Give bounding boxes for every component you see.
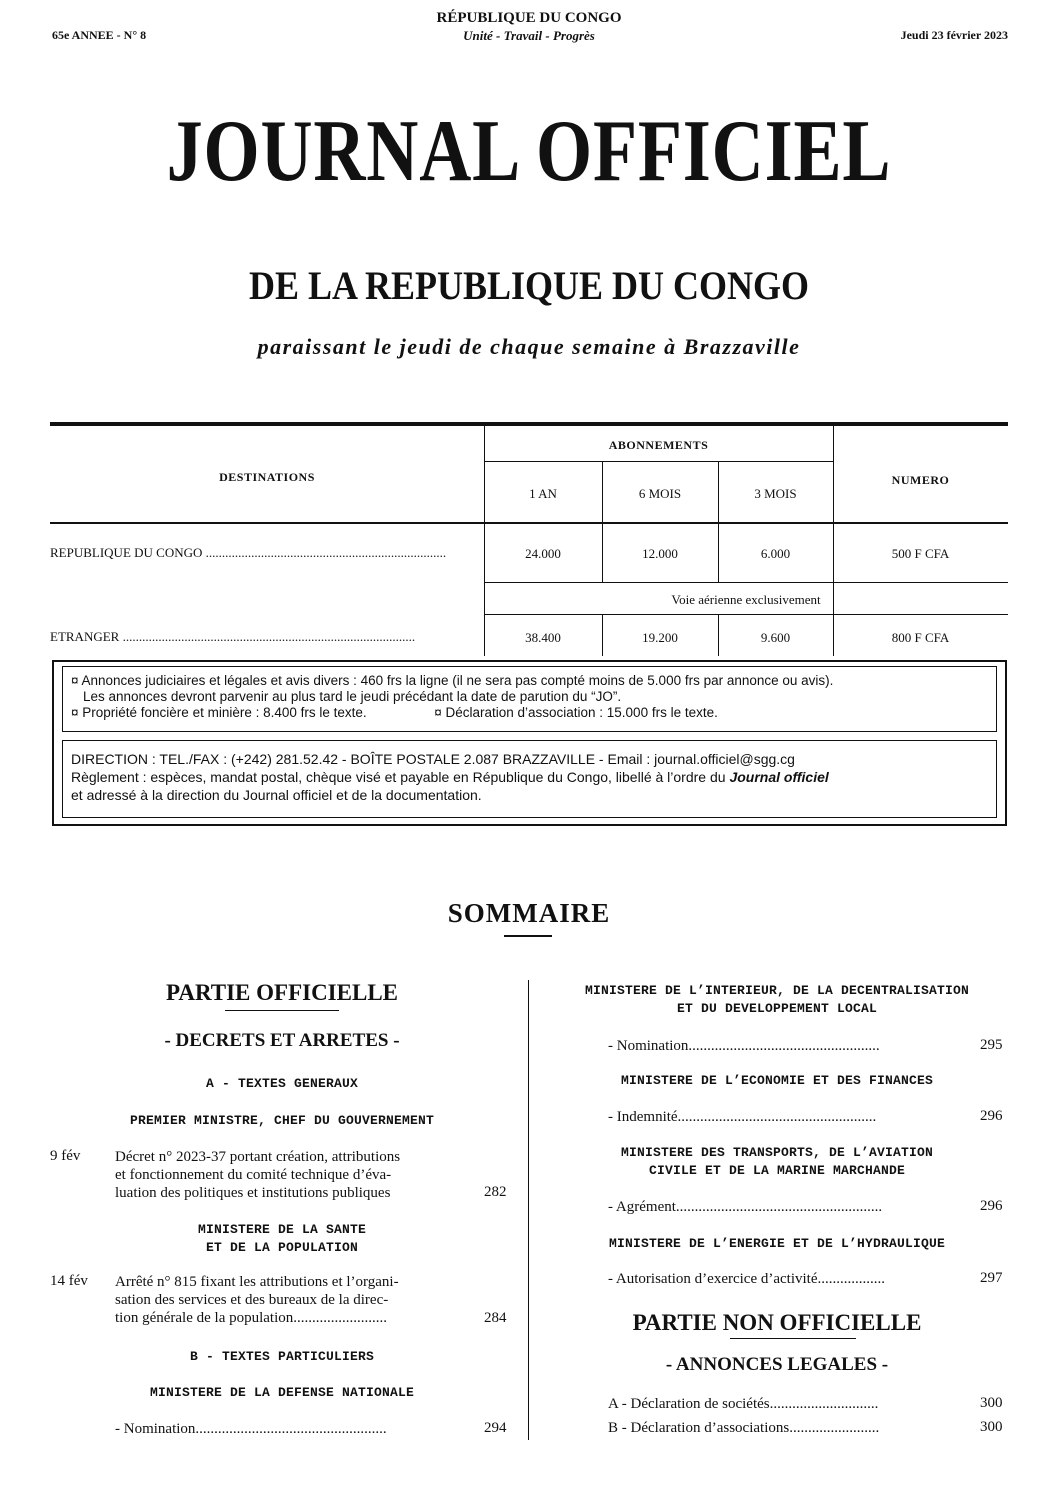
row-etranger-1an: 38.400 (525, 630, 561, 645)
table-divider (484, 582, 1008, 583)
country-header (329, 10, 729, 44)
heading-line: ET DE LA POPULATION (205, 1240, 359, 1255)
entry-date: 14 fév (50, 1273, 88, 1289)
column-divider (528, 980, 529, 1440)
entry-page: 297 (980, 1270, 1003, 1286)
heading-underline (225, 1010, 339, 1011)
premier-ministre-heading: PREMIER MINISTRE, CHEF DU GOUVERNEMENT (129, 1113, 435, 1128)
sommaire-rule (504, 935, 552, 937)
entry-line: et fonctionnement du comité technique d’éva- (115, 1167, 392, 1183)
notice-association: ¤ Déclaration d’association : 15.000 frs le texte. (434, 705, 718, 720)
notice-annonces: ¤ Annonces judiciaires et légales et avis divers : 460 frs la ligne (il ne sera pas compté moins de 5.000 frs par annonce ou avis). (71, 673, 834, 688)
row-congo-3mois: 6.000 (760, 546, 791, 561)
energie-heading: MINISTERE DE L’ENERGIE ET DE L’HYDRAULIQUE (608, 1236, 946, 1251)
numero-header: NUMERO (891, 473, 950, 487)
textes-generaux-heading: A - TEXTES GENERAUX (205, 1076, 359, 1091)
table-top-rule (50, 422, 1008, 426)
toc-entry-agrement[interactable]: - Agrément....................................................... (608, 1199, 883, 1215)
destinations-header: DESTINATIONS (219, 470, 315, 484)
transports-heading (536, 1144, 1018, 1180)
toc-entry-nomination[interactable]: - Nomination................................................... (115, 1421, 387, 1437)
notice-deadline: Les annonces devront parvenir au plus tard le jeudi précédant la date de parution du “JO”. (83, 689, 622, 704)
table-divider (484, 614, 1008, 615)
row-congo-numero: 500 F CFA (891, 546, 950, 561)
direction-box (62, 740, 997, 818)
air-note: Voie aérienne exclusivement (671, 592, 821, 607)
heading-line: MINISTERE DE L’INTERIEUR, DE LA DECENTRALISATION (584, 983, 970, 998)
issue-date: Jeudi 23 février 2023 (900, 28, 1008, 42)
entry-page: 300 (980, 1419, 1003, 1435)
toc-entry-arrete[interactable] (115, 1273, 460, 1327)
col-3mois: 3 MOIS (754, 486, 797, 501)
defense-heading: MINISTERE DE LA DEFENSE NATIONALE (149, 1385, 415, 1400)
masthead-title: JOURNAL OFFICIEL (166, 103, 892, 200)
table-divider (484, 461, 833, 462)
row-etranger-3mois: 9.600 (760, 630, 791, 645)
entry-line: tion générale de la population......................... (115, 1310, 388, 1326)
entry-page: 296 (980, 1198, 1003, 1214)
heading-line: CIVILE ET DE LA MARINE MARCHANDE (648, 1163, 906, 1178)
row-etranger-numero: 800 F CFA (891, 630, 950, 645)
toc-entry-indemnite[interactable]: - Indemnité..................................................... (608, 1109, 877, 1125)
entry-page: 295 (980, 1037, 1003, 1053)
table-divider (833, 426, 834, 656)
notice-fonciere: ¤ Propriété foncière et minière : 8.400 frs le texte. (71, 705, 367, 720)
row-congo-1an: 24.000 (525, 546, 561, 561)
reglement-line (71, 768, 988, 786)
col-6mois: 6 MOIS (638, 486, 682, 501)
entry-date: 9 fév (50, 1148, 81, 1164)
heading-line: ET DU DEVELOPPEMENT LOCAL (676, 1001, 878, 1016)
row-etranger-destination: ETRANGER .......................................................................................... (50, 629, 416, 644)
row-congo-destination: REPUBLIQUE DU CONGO .......................................................................... (50, 545, 447, 560)
entry-page: 296 (980, 1108, 1003, 1124)
toc-entry-societes[interactable]: A - Déclaration de sociétés............................. (608, 1396, 879, 1412)
toc-entry-associations[interactable]: B - Déclaration d’associations........................ (608, 1420, 880, 1436)
country-name: RÉPUBLIQUE DU CONGO (436, 10, 622, 26)
sante-heading (40, 1221, 524, 1257)
entry-line: Arrêté n° 815 fixant les attributions et l’organi- (115, 1274, 399, 1290)
entry-page: 284 (484, 1310, 507, 1326)
direction-contact: DIRECTION : TEL./FAX : (+242) 281.52.42 - BOÎTE POSTALE 2.087 BRAZZAVILLE - Email : journal.officiel@sgg.cg (71, 751, 795, 767)
masthead-tagline: paraissant le jeudi de chaque semaine à Brazzaville (257, 334, 801, 359)
partie-officielle-heading: PARTIE OFFICIELLE (166, 980, 398, 1005)
rates-notice-box (62, 666, 997, 732)
table-header-rule (50, 522, 1008, 524)
row-congo-6mois: 12.000 (642, 546, 678, 561)
issue-number: 65e ANNEE - N° 8 (52, 28, 147, 42)
heading-underline (730, 1338, 856, 1339)
interieur-heading (536, 982, 1018, 1018)
heading-line: MINISTERE DE LA SANTE (197, 1222, 367, 1237)
annonces-heading: - ANNONCES LEGALES - (665, 1354, 889, 1375)
masthead-subtitle: DE LA REPUBLIQUE DU CONGO (248, 263, 810, 308)
col-1an: 1 AN (529, 486, 557, 501)
heading-line: MINISTERE DES TRANSPORTS, DE L’AVIATION (620, 1145, 934, 1160)
national-motto: Unité - Travail - Progrès (463, 28, 595, 43)
entry-line: Décret n° 2023-37 portant création, attributions (115, 1149, 401, 1165)
partie-non-officielle-heading: PARTIE NON OFFICIELLE (632, 1310, 922, 1335)
economie-heading: MINISTERE DE L’ECONOMIE ET DES FINANCES (620, 1073, 934, 1088)
reglement-address: et adressé à la direction du Journal officiel et de la documentation. (71, 787, 482, 803)
decrets-heading: - DECRETS ET ARRETES - (164, 1030, 400, 1051)
sommaire-title: SOMMAIRE (447, 898, 611, 928)
textes-particuliers-heading: B - TEXTES PARTICULIERS (189, 1349, 375, 1364)
notice-rates-row (71, 705, 988, 721)
abonnements-header: ABONNEMENTS (608, 438, 709, 452)
toc-entry-nomination[interactable]: - Nomination................................................... (608, 1038, 880, 1054)
entry-page: 282 (484, 1184, 507, 1200)
entry-page: 294 (484, 1420, 507, 1436)
reglement-text: Règlement : espèces, mandat postal, chèque visé et payable en République du Congo, libellé à l’ordre du (71, 769, 730, 785)
toc-entry-autorisation[interactable]: - Autorisation d’exercice d’activité.................. (608, 1271, 885, 1287)
entry-page: 300 (980, 1395, 1003, 1411)
row-etranger-6mois: 19.200 (642, 630, 678, 645)
toc-entry-decret[interactable] (115, 1148, 455, 1202)
entry-line: luation des politiques et institutions publiques (115, 1185, 391, 1201)
entry-line: sation des services et des bureaux de la direc- (115, 1292, 389, 1308)
reglement-journal: Journal officiel (729, 769, 829, 785)
